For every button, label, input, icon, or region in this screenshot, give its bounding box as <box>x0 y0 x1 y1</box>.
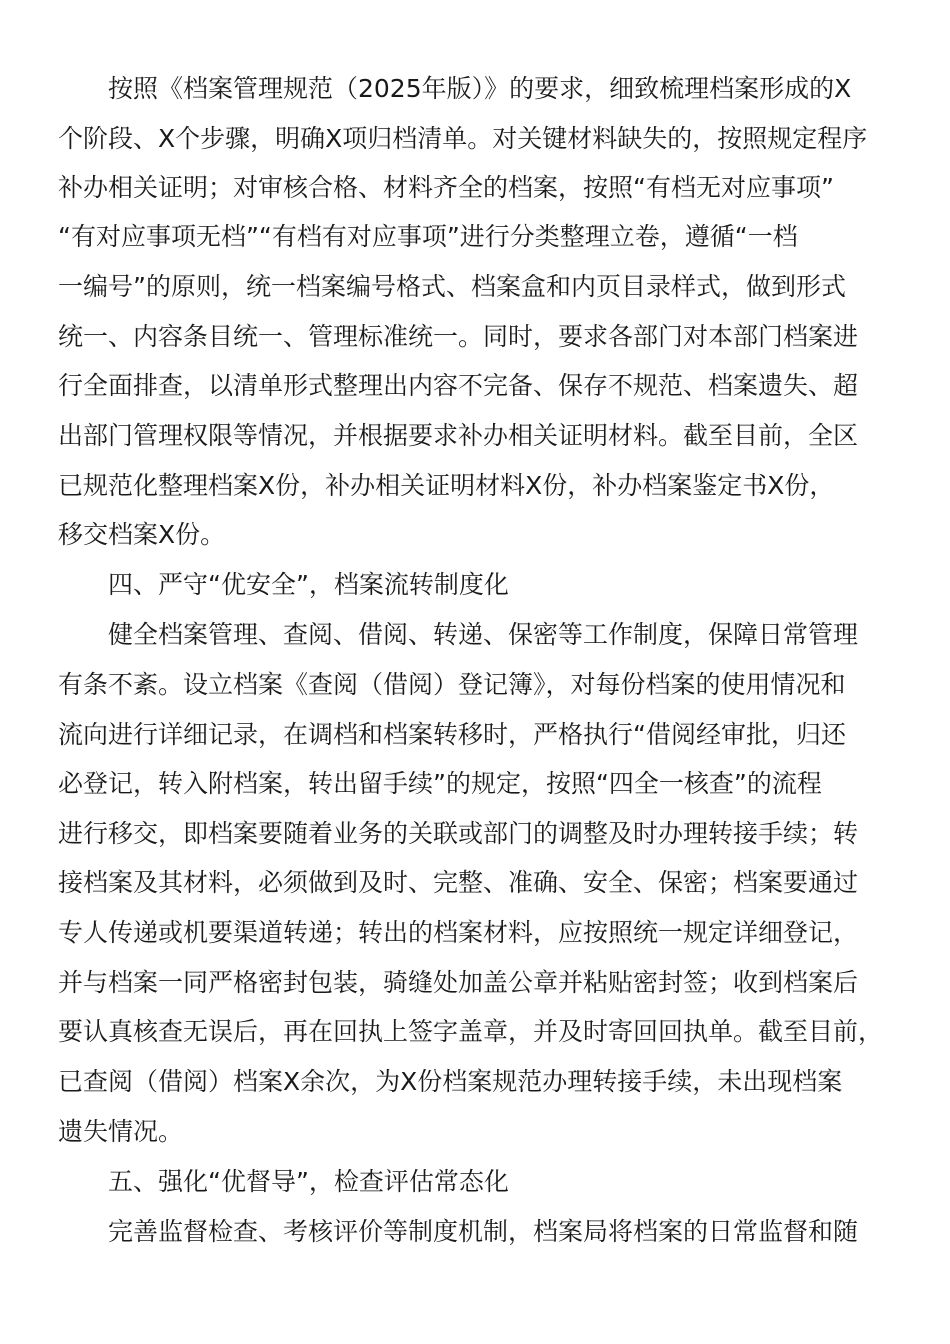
paragraph-line: 一编号”的原则，统一档案编号格式、档案盒和内页目录样式，做到形式 <box>58 272 846 301</box>
paragraph-line: 行全面排查，以清单形式整理出内容不完备、保存不规范、档案遗失、超 <box>58 371 859 400</box>
section-heading: 五、强化“优督导”，检查评估常态化 <box>108 1167 509 1196</box>
paragraph-line: “有对应事项无档”“有档有对应事项”进行分类整理立卷，遵循“一档 <box>58 222 798 251</box>
paragraph-line: 已查阅（借阅）档案X余次，为X份档案规范办理转接手续，未出现档案 <box>58 1067 843 1096</box>
paragraph-line: 进行移交，即档案要随着业务的关联或部门的调整及时办理转接手续；转 <box>58 819 859 848</box>
paragraph-line: 并与档案一同严格密封包装，骑缝处加盖公章并粘贴密封签；收到档案后 <box>58 968 859 997</box>
paragraph-line: 流向进行详细记录，在调档和档案转移时，严格执行“借阅经审批，归还 <box>58 720 846 749</box>
paragraph-line: 补办相关证明；对审核合格、材料齐全的档案，按照“有档无对应事项” <box>58 173 834 202</box>
paragraph-line: 健全档案管理、查阅、借阅、转递、保密等工作制度，保障日常管理 <box>108 620 859 649</box>
paragraph-line: 统一、内容条目统一、管理标准统一。同时，要求各部门对本部门档案进 <box>58 322 859 351</box>
paragraph-line: 遗失情况。 <box>58 1117 184 1146</box>
section-heading: 四、严守“优安全”，档案流转制度化 <box>108 570 509 599</box>
paragraph-line: 个阶段、X个步骤，明确X项归档清单。对关键材料缺失的，按照规定程序 <box>58 124 868 153</box>
paragraph-line: 已规范化整理档案X份，补办相关证明材料X份，补办档案鉴定书X份， <box>58 471 835 500</box>
paragraph-line: 移交档案X份。 <box>58 520 226 549</box>
paragraph-line: 按照《档案管理规范（2025年版）》的要求，细致梳理档案形成的X <box>108 74 852 103</box>
paragraph-line: 接档案及其材料，必须做到及时、完整、准确、安全、保密；档案要通过 <box>58 868 859 897</box>
paragraph-line: 有条不紊。设立档案《查阅（借阅）登记簿》，对每份档案的使用情况和 <box>58 670 846 699</box>
paragraph-line: 必登记，转入附档案，转出留手续”的规定，按照“四全一核查”的流程 <box>58 769 822 798</box>
paragraph-line: 要认真核查无误后，再在回执上签字盖章，并及时寄回回执单。截至目前， <box>58 1017 884 1046</box>
paragraph-line: 出部门管理权限等情况，并根据要求补办相关证明材料。截至目前，全区 <box>58 421 859 450</box>
paragraph-line: 完善监督检查、考核评价等制度机制，档案局将档案的日常监督和随 <box>108 1217 859 1246</box>
paragraph-line: 专人传递或机要渠道转递；转出的档案材料，应按照统一规定详细登记， <box>58 918 859 947</box>
